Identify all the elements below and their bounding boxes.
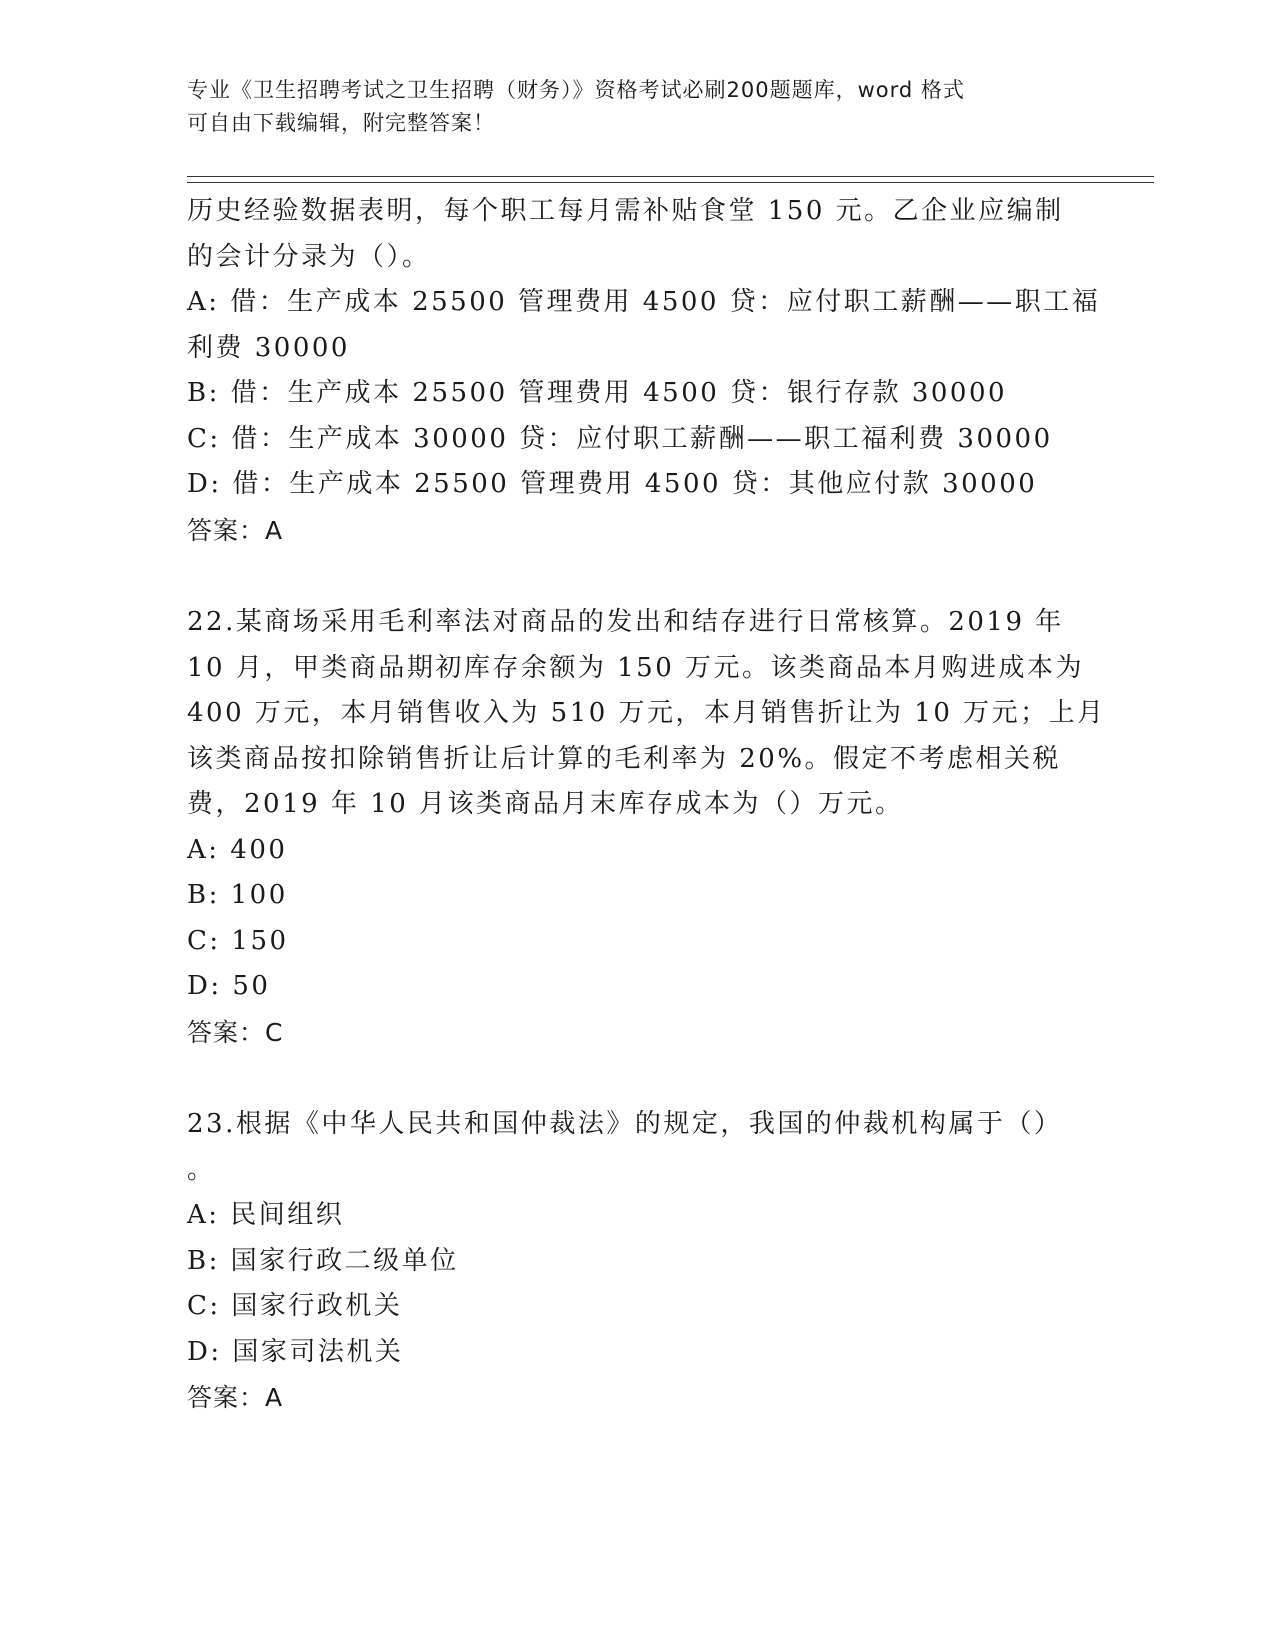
header-line-1: 专业《卫生招聘考试之卫生招聘（财务）》资格考试必刷200题题库，word 格式 [187, 78, 965, 102]
option-d: D: 借：生产成本 25500 管理费用 4500 贷：其他应付款 30000 [187, 469, 1038, 499]
question-stem-line: 22.某商场采用毛利率法对商品的发出和结存进行日常核算。2019 年 [187, 607, 1064, 637]
question-spacer [187, 553, 1067, 600]
option-c: C: 国家行政机关 [187, 1291, 403, 1321]
question-stem-line: 的会计分录为（）。 [187, 241, 431, 272]
answer-line: 答案：A [187, 1383, 284, 1412]
option-d: D: 国家司法机关 [187, 1336, 404, 1367]
document-body [187, 189, 1106, 1421]
question-stem-line: 历史经验数据表明，每个职工每月需补贴食堂 150 元。乙企业应编制 [187, 196, 1064, 226]
question-stem-line: 23.根据《中华人民共和国仲裁法》的规定，我国的仲裁机构属于（） [187, 1109, 1063, 1139]
question-23 [187, 1102, 1067, 1421]
option-a: A: 民间组织 [187, 1200, 345, 1230]
question-stem-line: 费，2019 年 10 月该类商品月末库存成本为（）万元。 [187, 789, 904, 819]
question-21 [187, 189, 1101, 553]
question-stem-line: 400 万元，本月销售收入为 510 万元，本月销售折让为 10 万元；上月 [187, 698, 1106, 728]
option-c: C: 150 [187, 925, 289, 956]
answer-line: 答案：C [187, 1017, 284, 1047]
option-b: B: 国家行政二级单位 [187, 1245, 459, 1276]
question-spacer [187, 1055, 1067, 1102]
header-divider-top [187, 176, 1154, 177]
option-a: A: 400 [187, 834, 288, 865]
option-a-continued: 利费 30000 [187, 332, 350, 363]
question-stem-line: 该类商品按扣除销售折让后计算的毛利率为 20%。假定不考虑相关税 [187, 743, 1062, 774]
option-d: D: 50 [187, 971, 271, 1001]
option-b: B: 100 [187, 880, 288, 910]
question-stem-line: 10 月，甲类商品期初库存余额为 150 万元。该类商品本月购进成本为 [187, 652, 1085, 683]
header-divider-bottom [187, 182, 1154, 183]
header-line-2: 可自由下载编辑，附完整答案！ [187, 111, 495, 135]
document-header [187, 74, 1067, 140]
answer-line: 答案：A [187, 515, 284, 545]
option-c: C: 借：生产成本 30000 贷：应付职工薪酬——职工福利费 30000 [187, 423, 1053, 454]
question-22 [187, 600, 1106, 1055]
question-stem-line: 。 [187, 1154, 216, 1185]
option-a: A: 借：生产成本 25500 管理费用 4500 贷：应付职工薪酬——职工福 [187, 287, 1101, 317]
option-b: B: 借：生产成本 25500 管理费用 4500 贷：银行存款 30000 [187, 378, 1008, 408]
